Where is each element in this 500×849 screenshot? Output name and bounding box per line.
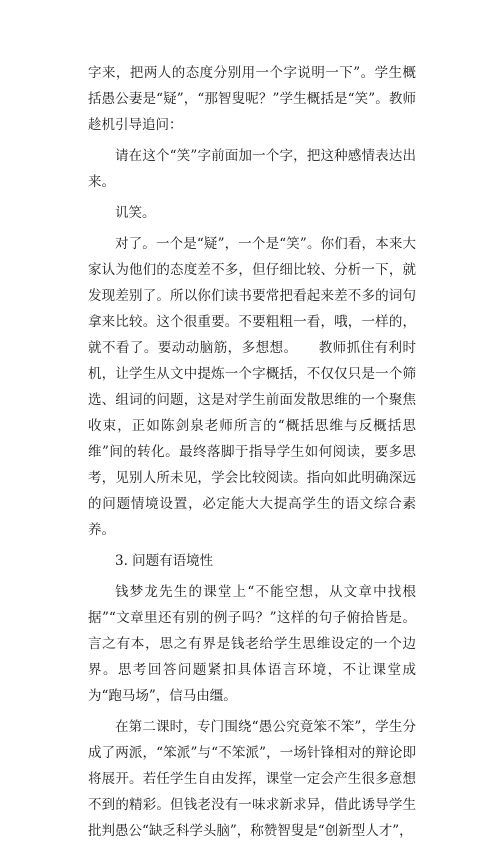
paragraph-student-answer: 讥笑。 — [115, 205, 156, 221]
paragraph-analysis: 对了。一个是“疑”，一个是“笑”。你们看，本来大家认为他们的态度差不多，但仔细比较、分析一下，就发现差别了。所以你们读书要常把看起来差不多的词句拿来比较。这个很重要。不要粗粗一看，哦，一样的，就不看了。要动动脑筋，多想想。 教师抓住有利时机，让学生从文中提炼一个字概括，不仅仅只是一个筛选、组词的问题，这是对学生前面发散思维的一个聚焦收束，正如陈剑泉老师所言的“概括思维与反概括思维”间的转化。最终落脚于指导学生如何阅读，要多思考，见别人所未见，学会比较阅读。指向如此明确深远的问题情境设置，必定能大大提高学生的语文综合素养。 — [88, 236, 416, 538]
paragraph-continued-quote: 字来，把两人的态度分别用一个字说明一下”。学生概括愚公妻是“疑”，“那智叟呢？”学生概括是“笑”。教师趁机引导追问： — [88, 65, 416, 133]
paragraph-second-lesson: 在第二课时，专门围绕“愚公究竟笨不笨”，学生分成了两派，“笨派”与“不笨派”，一场针锋相对的辩论即将展开。若任学生自由发挥，课堂一定会产生很多意想不到的精彩。但钱老没有一味求新求异，借此诱导学生批判愚公“缺乏科学头脑”，称赞智叟是“创新型人才”， — [88, 719, 416, 839]
paragraph-context: 钱梦龙先生的课堂上“不能空想，从文章中找根据”“文章里还有别的例子吗？”这样的句子俯拾皆是。言之有本，思之有界是钱老给学生思维设定的一个边界。思考回答问题紧扣具体语言环境，不让课堂成为“跑马场”，信马由缰。 — [88, 584, 416, 704]
body-text — [88, 60, 416, 849]
paragraph-teacher-prompt: 请在这个“笑”字前面加一个字，把这种感情表达出来。 — [88, 148, 416, 190]
section-heading: 3. 问题有语境性 — [115, 553, 214, 569]
